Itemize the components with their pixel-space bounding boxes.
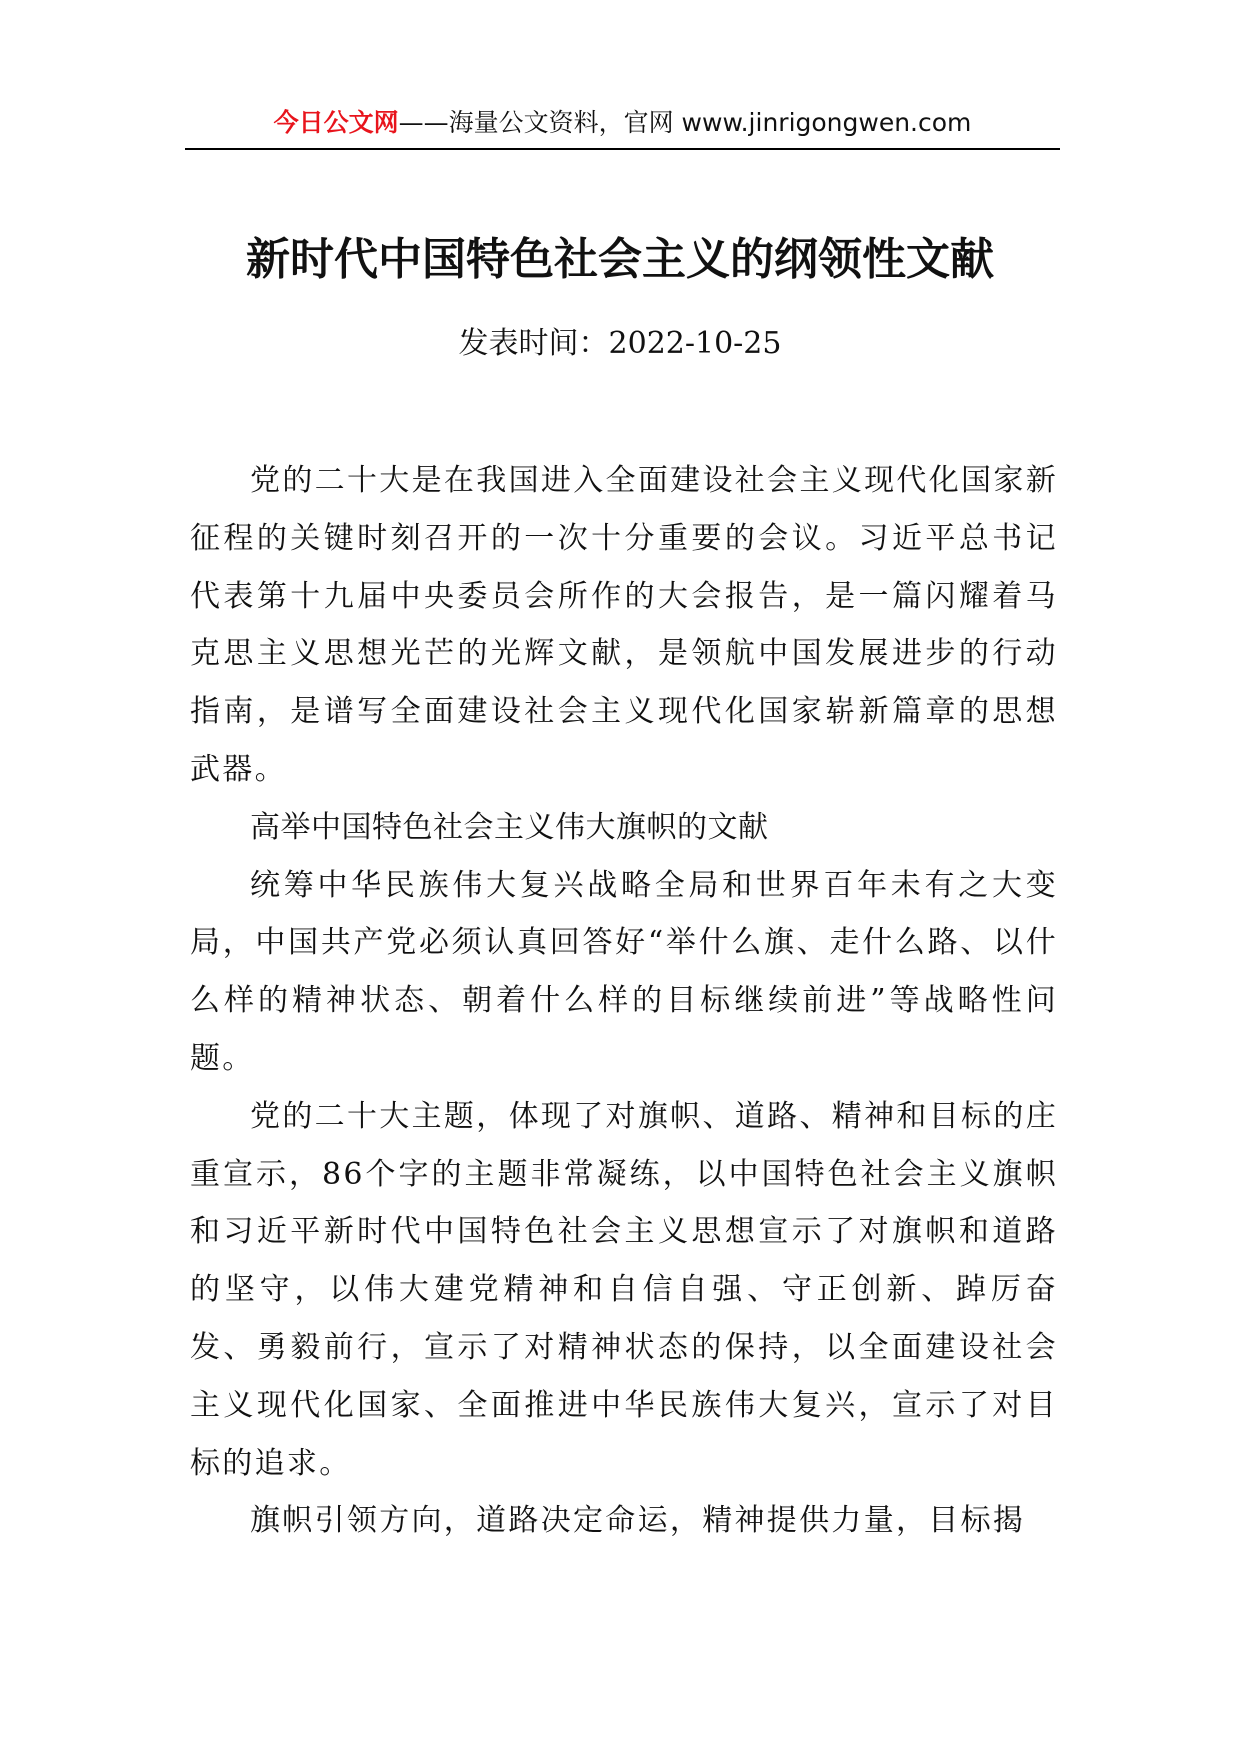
paragraph: 旗帜引领方向，道路决定命运，精神提供力量，目标揭: [250, 1503, 1026, 1539]
site-brand: 今日公文网: [273, 108, 399, 137]
article-title: 新时代中国特色社会主义的纲领性文献: [246, 234, 994, 285]
paragraph: 党的二十大是在我国进入全面建设社会主义现代化国家新征程的关键时刻召开的一次十分重要的会议。习近平总书记代表第十九届中央委员会所作的大会报告，是一篇闪耀着马克思主义思想光芒的光辉文献，是领航中国发展进步的行动指南，是谱写全面建设社会主义现代化国家崭新篇章的思想武器。: [190, 463, 1058, 787]
paragraph: 党的二十大主题，体现了对旗帜、道路、精神和目标的庄重宣示，86个字的主题非常凝练，以中国特色社会主义旗帜和习近平新时代中国特色社会主义思想宣示了对旗帜和道路的坚守，以伟大建党精神和自信自强、守正创新、踔厉奋发、勇毅前行，宣示了对精神状态的保持，以全面建设社会主义现代化国家、全面推进中华民族伟大复兴，宣示了对目标的追求。: [190, 1098, 1058, 1481]
site-tagline: ——海量公文资料，官网 www.jinrigongwen.com: [398, 108, 972, 137]
section-heading: 高举中国特色社会主义伟大旗帜的文献: [250, 809, 769, 845]
header-divider: [185, 148, 1060, 150]
site-header: [185, 103, 1060, 143]
paragraph: 统筹中华民族伟大复兴战略全局和世界百年未有之大变局，中国共产党必须认真回答好“举什么旗、走什么路、以什么样的精神状态、朝着什么样的目标继续前进”等战略性问题。: [190, 867, 1058, 1076]
article-body: [190, 452, 1058, 1550]
publish-date: 发表时间：2022-10-25: [458, 326, 782, 361]
